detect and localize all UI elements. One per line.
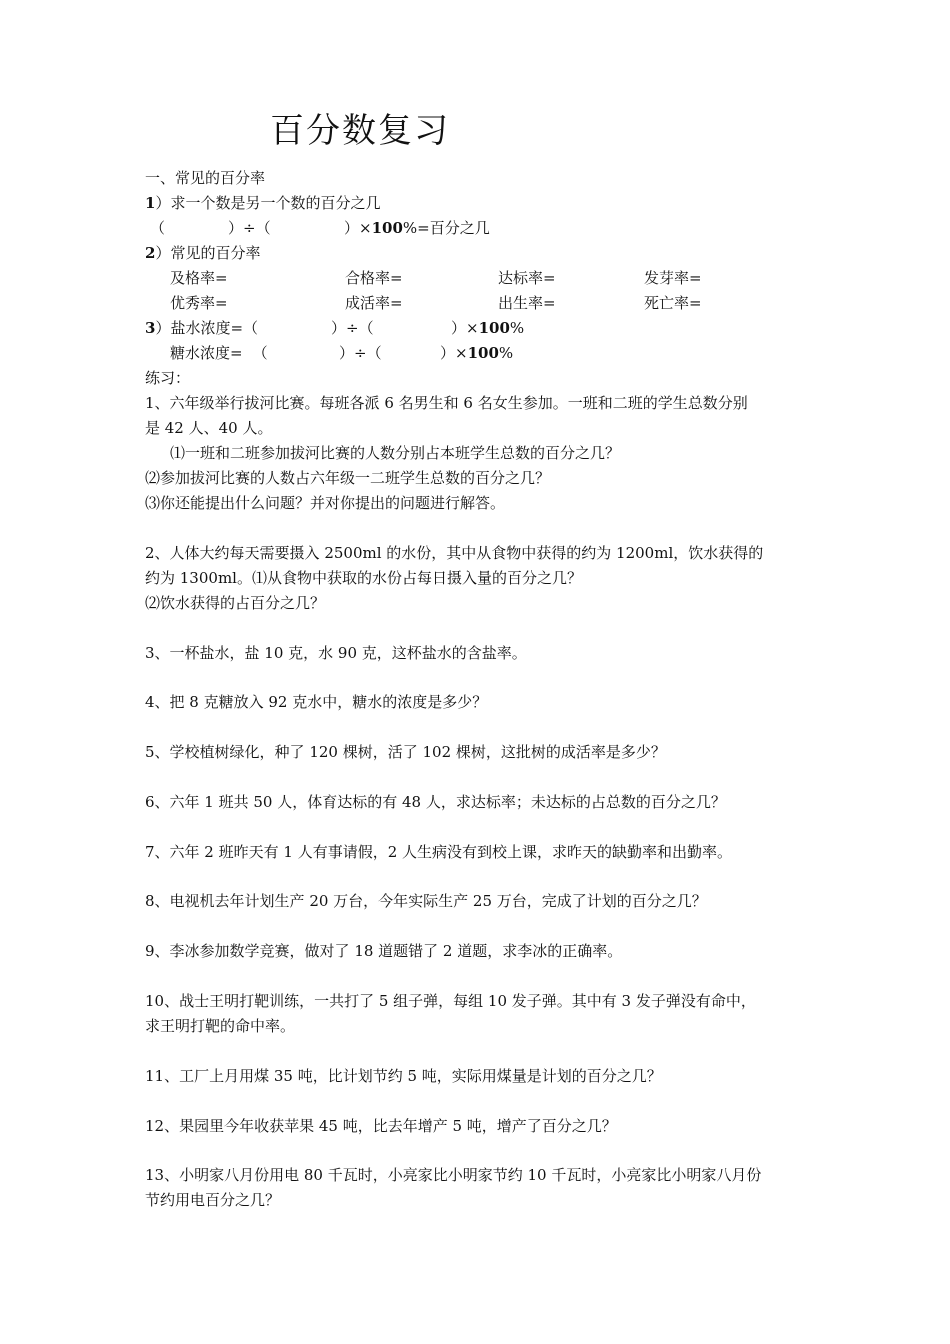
rate-birth: 出生率= (498, 294, 556, 312)
practice-heading: 练习： (145, 369, 191, 387)
item3-sugar-rest: ）×100% (440, 344, 514, 362)
item1-formula-div: ）÷（ (228, 219, 271, 237)
item2-num: 2 (145, 244, 156, 262)
rate-survival: 成活率= (345, 294, 403, 312)
q9: 9、李冰参加数学竞赛，做对了 18 道题错了 2 道题，求李冰的正确率。 (145, 942, 623, 960)
q7: 7、六年 2 班昨天有 1 人有事请假，2 人生病没有到校上课，求昨天的缺勤率和出勤率。 (145, 843, 733, 861)
q12: 12、果园里今年收获苹果 45 吨，比去年增产 5 吨，增产了百分之几？ (145, 1117, 617, 1135)
rate-excellent: 优秀率= (170, 294, 228, 312)
q2-line2: 约为 1300ml。⑴从食物中获取的水份占每日摄入量的百分之几？ (145, 569, 582, 587)
page-title: 百分数复习 (270, 111, 450, 151)
q1-line2: 是 42 人、40 人。 (145, 419, 273, 437)
q2-sub2: ⑵饮水获得的占百分之几？ (145, 594, 326, 612)
q13-line1: 13、小明家八月份用电 80 千瓦时，小亮家比小明家节约 10 千瓦时，小亮家比小明家八月份 (145, 1166, 762, 1184)
item2-line (145, 243, 260, 263)
rate-standard: 达标率= (498, 269, 556, 287)
q1-sub3: ⑶你还能提出什么问题？并对你提出的问题进行解答。 (145, 494, 506, 512)
rate-qualified: 合格率= (345, 269, 403, 287)
q1-sub2: ⑵参加拔河比赛的人数占六年级一二班学生总数的百分之几？ (145, 469, 551, 487)
q1-line1: 1、六年级举行拔河比赛。每班各派 6 名男生和 6 名女生参加。一班和二班的学生总数分别 (145, 394, 748, 412)
section1-heading: 一、常见的百分率 (145, 169, 266, 187)
rate-pass: 及格率= (170, 269, 228, 287)
q13-line2: 节约用电百分之几？ (145, 1191, 281, 1209)
item1-num: 1 (145, 194, 156, 212)
q6: 6、六年 1 班共 50 人，体育达标的有 48 人，求达标率；未达标的占总数的百分之几？ (145, 793, 726, 811)
rate-germination: 发芽率= (644, 269, 702, 287)
rate-death: 死亡率= (644, 294, 702, 312)
item1-line (145, 193, 380, 213)
q11: 11、工厂上月用煤 35 吨，比计划节约 5 吨，实际用煤量是计划的百分之几？ (145, 1067, 662, 1085)
q8: 8、电视机去年计划生产 20 万台，今年实际生产 25 万台，完成了计划的百分之几？ (145, 892, 707, 910)
item2-text: ）常见的百分率 (155, 244, 261, 262)
item3-salt-rest: ）×100% (451, 319, 525, 337)
item1-formula-rest: ）×100%=百分之几 (344, 219, 490, 237)
item1-formula-open: （ (150, 219, 166, 237)
q10-line2: 求王明打靶的命中率。 (145, 1017, 296, 1035)
q3: 3、一杯盐水，盐 10 克，水 90 克，这杯盐水的含盐率。 (145, 644, 527, 662)
q5: 5、学校植树绿化，种了 120 棵树，活了 102 棵树，这批树的成活率是多少？ (145, 743, 666, 761)
q2-line1: 2、人体大约每天需要摄入 2500ml 的水份，其中从食物中获得的约为 1200ml，饮水获得的 (145, 544, 764, 562)
q10-line1: 10、战士王明打靶训练，一共打了 5 组子弹，每组 10 发子弹。其中有 3 发子弹没有命中， (145, 992, 756, 1010)
item1-text: ）求一个数是另一个数的百分之几 (155, 194, 381, 212)
item3-salt-div: ）÷（ (331, 319, 374, 337)
item3-sugar-start: 糖水浓度= （ (170, 344, 268, 362)
q1-sub1: ⑴一班和二班参加拔河比赛的人数分别占本班学生总数的百分之几？ (170, 444, 621, 462)
item3-salt-start: 3）盐水浓度=（ (145, 319, 259, 337)
q4: 4、把 8 克糖放入 92 克水中，糖水的浓度是多少？ (145, 693, 488, 711)
item3-sugar-div: ）÷（ (339, 344, 382, 362)
